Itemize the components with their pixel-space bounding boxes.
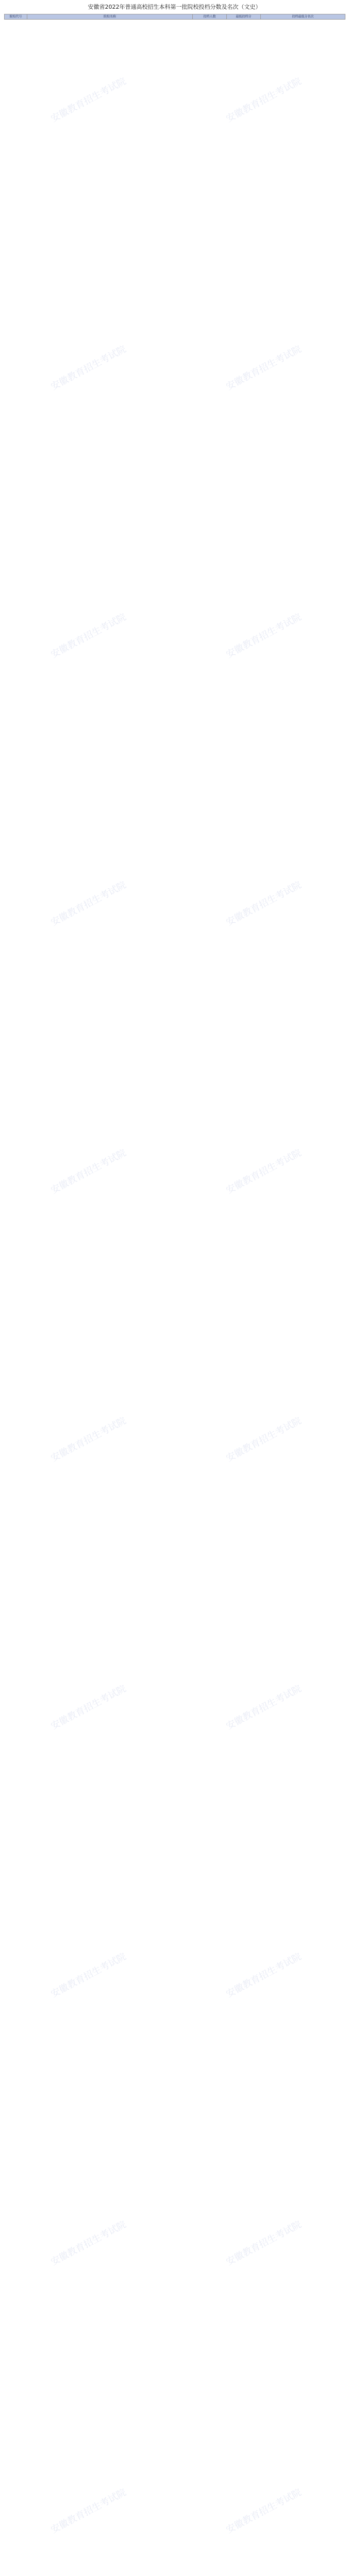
watermark-text: 安徽教育招生考试院 — [49, 1415, 128, 1464]
header-rank: 投档最低分名次 — [261, 14, 345, 20]
watermark-text: 安徽教育招生考试院 — [224, 2487, 304, 2536]
watermark-text: 安徽教育招生考试院 — [49, 1147, 128, 1196]
watermark-text: 安徽教育招生考试院 — [49, 2487, 128, 2536]
watermark-text: 安徽教育招生考试院 — [224, 2219, 304, 2268]
watermark-text: 安徽教育招生考试院 — [224, 879, 304, 928]
watermark-text: 安徽教育招生考试院 — [49, 1951, 128, 2000]
header-plan: 投档人数 — [193, 14, 227, 20]
watermark-text: 安徽教育招生考试院 — [49, 1683, 128, 1732]
header-code: 院校代号 — [5, 14, 27, 20]
page-title: 安徽省2022年普通高校招生本科第一批院校投档分数及名次（文史） — [88, 4, 261, 10]
watermark-text: 安徽教育招生考试院 — [224, 612, 304, 660]
watermark-text: 安徽教育招生考试院 — [49, 344, 128, 393]
admission-table — [4, 14, 345, 20]
header-name: 院校名称 — [27, 14, 193, 20]
watermark-text: 安徽教育招生考试院 — [224, 1147, 304, 1196]
watermark-text: 安徽教育招生考试院 — [224, 76, 304, 125]
header-score: 最低投档分 — [227, 14, 261, 20]
watermark-text: 安徽教育招生考试院 — [224, 1683, 304, 1732]
table-header-row — [5, 14, 345, 20]
watermark-text: 安徽教育招生考试院 — [49, 2219, 128, 2268]
watermark-text: 安徽教育招生考试院 — [49, 879, 128, 928]
watermark-text: 安徽教育招生考试院 — [224, 344, 304, 393]
watermark-text: 安徽教育招生考试院 — [224, 1951, 304, 2000]
watermark-text: 安徽教育招生考试院 — [49, 612, 128, 660]
watermark-text: 安徽教育招生考试院 — [49, 76, 128, 125]
watermark-text: 安徽教育招生考试院 — [224, 1415, 304, 1464]
